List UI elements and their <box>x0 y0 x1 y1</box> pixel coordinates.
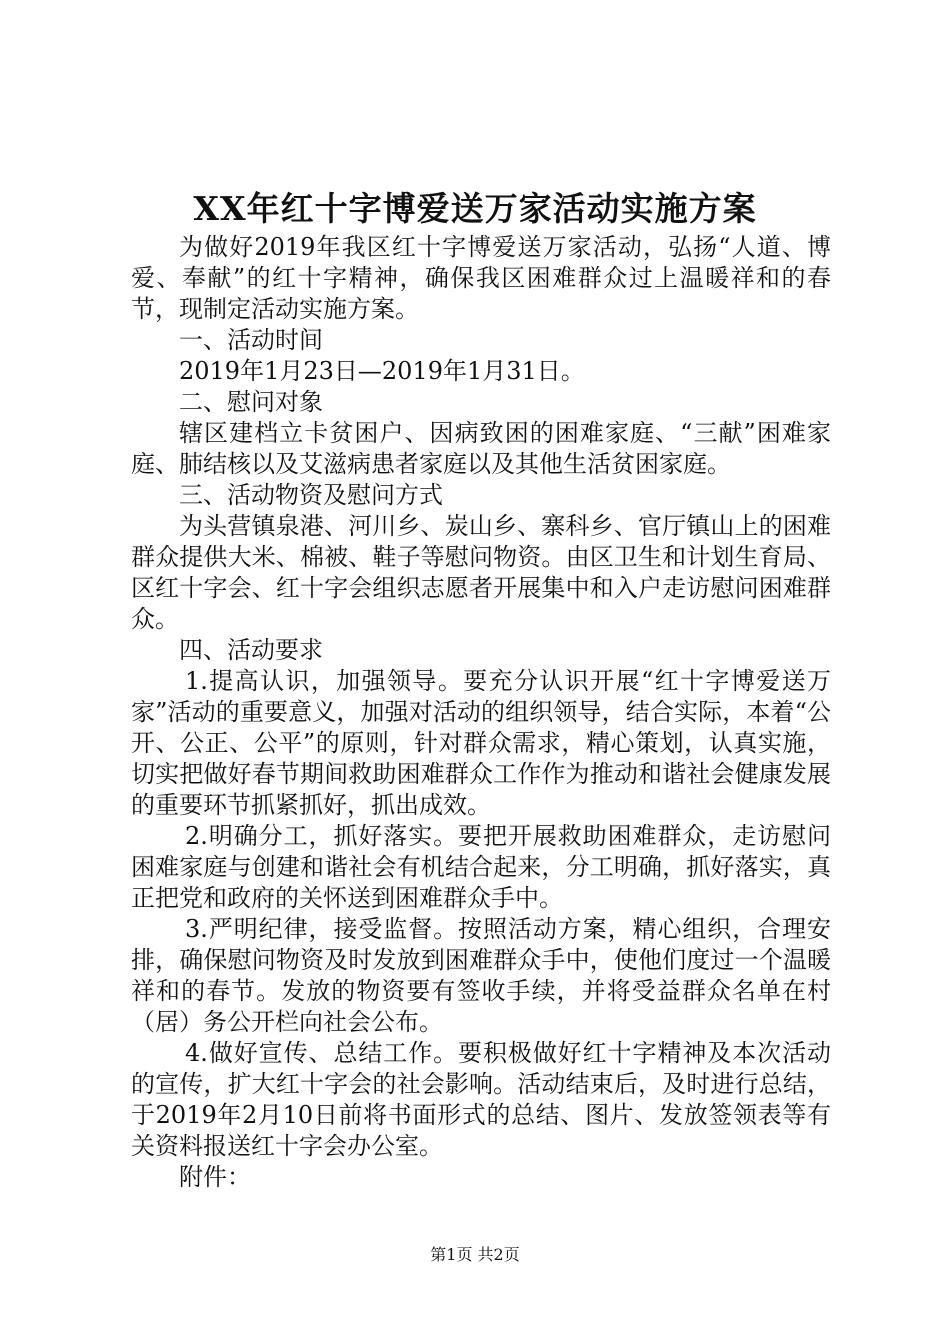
section-heading-targets: 二、慰问对象 <box>179 388 323 416</box>
document-title: XX年红十字博爱送万家活动实施方案 <box>193 189 757 228</box>
requirement-item: 2.明确分工，抓好落实。要把开展救助困难群众，走访慰问困难家庭与创建和谐社会有机结合起来，分工明确，抓好落实，真正把党和政府的关怀送到困难群众手中。 <box>131 822 831 912</box>
targets-paragraph: 辖区建档立卡贫困户、因病致困的困难家庭、“三献”困难家庭、肺结核以及艾滋病患者家庭以及其他生活贫困家庭。 <box>131 419 831 478</box>
activity-time-text: 2019年1月23日—2019年1月31日。 <box>179 357 585 385</box>
intro-paragraph: 为做好2019年我区红十字博爱送万家活动，弘扬“人道、博爱、奉献”的红十字精神，确保我区困难群众过上温暖祥和的春节，现制定活动实施方案。 <box>131 233 831 323</box>
document-body <box>131 232 831 1193</box>
section-heading-time: 一、活动时间 <box>179 326 323 354</box>
requirement-item: 4.做好宣传、总结工作。要积极做好红十字精神及本次活动的宣传，扩大红十字会的社会影响。活动结束后，及时进行总结，于2019年2月10日前将书面形式的总结、图片、发放签领表等有关资料报送红十字会办公室。 <box>131 1039 831 1160</box>
section-heading-materials: 三、活动物资及慰问方式 <box>179 481 443 509</box>
requirement-item: 1.提高认识，加强领导。要充分认识开展“红十字博爱送万家”活动的重要意义，加强对活动的组织领导，结合实际，本着“公开、公正、公平”的原则，针对群众需求，精心策划，认真实施，切实把做好春节期间救助困难群众工作作为推动和谐社会健康发展的重要环节抓紧抓好，抓出成效。 <box>131 667 831 819</box>
attachment-label: 附件： <box>179 1163 251 1191</box>
materials-paragraph: 为头营镇泉港、河川乡、炭山乡、寨科乡、官厅镇山上的困难群众提供大米、棉被、鞋子等慰问物资。由区卫生和计划生育局、区红十字会、红十字会组织志愿者开展集中和入户走访慰问困难群众。 <box>131 512 831 633</box>
page-footer: 第1页 共2页 <box>430 1245 520 1264</box>
requirement-item: 3.严明纪律，接受监督。按照活动方案，精心组织，合理安排，确保慰问物资及时发放到困难群众手中，使他们度过一个温暖祥和的春节。发放的物资要有签收手续，并将受益群众名单在村（居）务公开栏向社会公布。 <box>131 915 831 1036</box>
section-heading-requirements: 四、活动要求 <box>179 636 323 664</box>
